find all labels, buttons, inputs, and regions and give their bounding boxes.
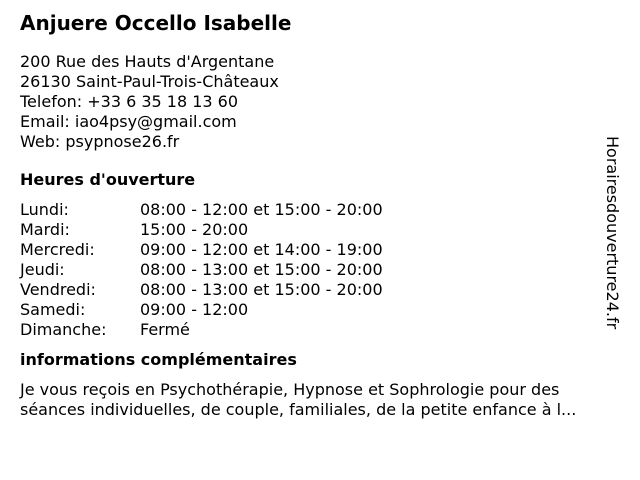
day-label: Vendredi: xyxy=(20,280,96,299)
day-label: Samedi: xyxy=(20,300,86,319)
hours-table xyxy=(20,200,620,340)
day-label: Mardi: xyxy=(20,220,70,239)
site-watermark: Horairesdouverture24.fr xyxy=(603,136,622,330)
info-line: séances individuelles, de couple, familiales, de la petite enfance à l... xyxy=(20,400,577,419)
day-hours: 08:00 - 13:00 et 15:00 - 20:00 xyxy=(140,260,383,279)
hours-row-tuesday xyxy=(20,220,620,240)
hours-row-saturday xyxy=(20,300,620,320)
day-hours: 09:00 - 12:00 xyxy=(140,300,249,319)
info-heading: informations complémentaires xyxy=(20,350,297,369)
day-label: Lundi: xyxy=(20,200,69,219)
day-hours: 15:00 - 20:00 xyxy=(140,220,249,239)
day-hours: 09:00 - 12:00 et 14:00 - 19:00 xyxy=(140,240,383,259)
hours-row-wednesday xyxy=(20,240,620,260)
address-city: 26130 Saint-Paul-Trois-Châteaux xyxy=(20,72,279,91)
info-line: Je vous reçois en Psychothérapie, Hypnose et Sophrologie pour des xyxy=(20,380,560,399)
day-label: Dimanche: xyxy=(20,320,107,339)
web-line: Web: psypnose26.fr xyxy=(20,132,180,151)
business-name: Anjuere Occello Isabelle xyxy=(20,11,292,35)
hours-row-friday xyxy=(20,280,620,300)
email-line: Email: iao4psy@gmail.com xyxy=(20,112,237,131)
hours-heading: Heures d'ouverture xyxy=(20,170,196,189)
phone-line: Telefon: +33 6 35 18 13 60 xyxy=(20,92,239,111)
hours-row-monday xyxy=(20,200,620,220)
day-hours: Fermé xyxy=(140,320,190,339)
info-description xyxy=(20,380,620,420)
day-label: Mercredi: xyxy=(20,240,95,259)
day-label: Jeudi: xyxy=(20,260,65,279)
hours-row-thursday xyxy=(20,260,620,280)
hours-row-sunday xyxy=(20,320,620,340)
day-hours: 08:00 - 13:00 et 15:00 - 20:00 xyxy=(140,280,383,299)
address-block xyxy=(20,52,620,152)
business-card xyxy=(20,10,620,420)
address-street: 200 Rue des Hauts d'Argentane xyxy=(20,52,275,71)
day-hours: 08:00 - 12:00 et 15:00 - 20:00 xyxy=(140,200,383,219)
